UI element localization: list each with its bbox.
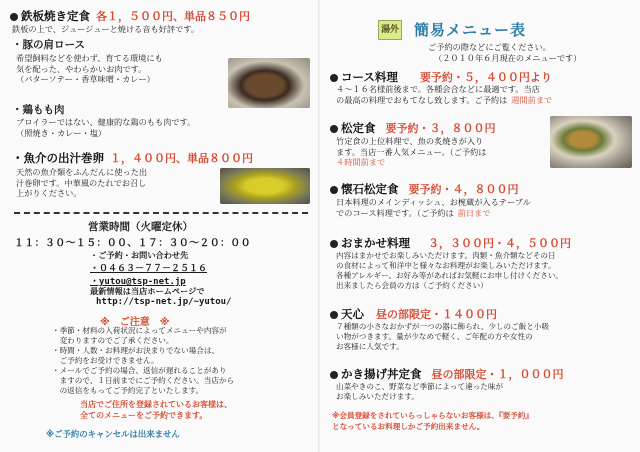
omakase-desc: 内容はまかせでお楽しみいただけます。肉類・魚介類などその日 の食材によって和洋中と様々なお料理がお楽しみいただけます。 各種アレルギー、お好み等があればお気軽にお申し付けください。 出来ましたら会員の方は（ご予約ください）: [336, 251, 564, 290]
omakase-heading: おまかせ料理 ３，３００円・４，５００円: [330, 235, 571, 251]
kakiage-heading: かき揚げ丼定食 昼の部限定・１，０００円: [330, 366, 564, 382]
omelet-photo: [220, 168, 310, 204]
teppan-desc: 鉄板の上で、ジュージューと焼ける音も好評です。: [12, 24, 200, 34]
fish-heading: ・魚介の出汁巻卵 １，４００円、単品８００円: [12, 151, 253, 165]
member-footer: ※会員登録をされていらっしゃらないお客様は、『要予約』 となっているお料理しかご予約出来ません。: [332, 411, 534, 431]
homepage-link[interactable]: http://tsp-net.jp/~yutou/: [96, 297, 232, 307]
course-desc: ４～１６名様前後まで。各種会合などに最適です。当店 の最高の料理でおもてなし致します。ご予約は 週間前まで: [336, 84, 553, 105]
member-note: 当店でご住所を登録されているお客様は、 全てのメニューをご予約できます。: [80, 400, 232, 420]
tenshin-desc: ７種類の小さなおかずが一つの器に飾られ、少しのご飯と小吸 い物がつきます。量が少なめで軽く、ご年配の方や女性の お客様に人気です。: [336, 322, 550, 351]
tenshin-heading: 天心 昼の部限定・１４００円: [330, 306, 497, 322]
bullet-icon: [330, 311, 338, 319]
kaiseki-heading: 懐石松定食 要予約・４，８００円: [330, 181, 519, 197]
pork-photo: [228, 58, 310, 108]
center-fold: [318, 0, 320, 452]
phone-number[interactable]: ・０４６３－７７－２５１６: [90, 264, 208, 274]
bullet-icon: [330, 186, 338, 194]
notice-list: ・季節・材料の入荷状況によってメニューや内容が 変わりますのでご了承ください。 ・時間・人数・お料理がお決まりでない場合は、 ご予約をお受けできません。 ・メールでご予約の場合、返信が遅れることがあり ますので、１日前までにご予約ください。当店から の返信をもってご予約完了といたします。: [52, 326, 235, 395]
pork-desc: 希望飼料などを使わず、育てる環境にも 気を配った、やわらかいお肉です。 （バターソテー・香草味噌・カレー）: [16, 53, 163, 85]
bullet-icon: [10, 13, 18, 21]
shop-badge: 湯外: [378, 20, 402, 40]
matsu-desc: 竹定食の上位料理で、魚の炙焼きが入り ます。当店一番人気メニュー。（ご予約は ４時間前まで: [336, 136, 487, 168]
hours-title: 営業時間（火曜定休）: [88, 221, 193, 233]
bullet-icon: [330, 74, 338, 82]
bullet-icon: [330, 371, 338, 379]
notice-title: ※ ご注意 ※: [100, 317, 170, 328]
menu-title: 簡易メニュー表: [414, 21, 527, 39]
bullet-icon: [330, 240, 338, 248]
left-panel: [8, 0, 310, 452]
bullet-icon: [330, 125, 338, 133]
matsu-photo: [550, 116, 632, 168]
chicken-label: ・鶏もも肉: [12, 104, 65, 116]
chicken-desc: ブロイラーではない、健康的な鶏のもも肉です。 （照焼き・カレー・塩）: [16, 117, 196, 138]
right-panel: [328, 0, 634, 452]
latest-info: 最新情報は当店ホームページで: [90, 286, 205, 296]
intro: ご予約の際などにご覧ください。 （２０１０年６月現在のメニューです）: [428, 42, 582, 63]
kakiage-desc: 山菜やきのこ、野菜など季節によって違った味が お楽しみいただけます。: [336, 382, 504, 401]
kaiseki-desc: 日本料理のメインディッシュ、お椀蔵が入るテーブル でのコース料理です。（ご予約は 前日まで: [336, 197, 531, 218]
email-link[interactable]: ・yutou@tsp-net.jp: [90, 277, 186, 287]
course-heading: コース料理 要予約・５，４００円より: [330, 69, 552, 85]
teppan-heading: 鉄板焼き定食 各１，５００円、単品８５０円: [10, 8, 250, 24]
contact-label: ・ご予約・お問い合わせ先: [90, 250, 189, 260]
divider: [14, 212, 308, 214]
fish-desc: 天然の魚介類をふんだんに使った出 汁巻卵です。中華風のたれでお召し 上がりください。: [16, 167, 148, 199]
pork-label: ・豚の肩ロース: [12, 39, 85, 51]
cancel-note: ※ご予約のキャンセルは出来ません: [46, 429, 180, 439]
matsu-heading: 松定食 要予約・３，８００円: [330, 120, 496, 136]
hours-times: １１：３０～１５：００、１７：３０～２０：００: [14, 238, 251, 249]
